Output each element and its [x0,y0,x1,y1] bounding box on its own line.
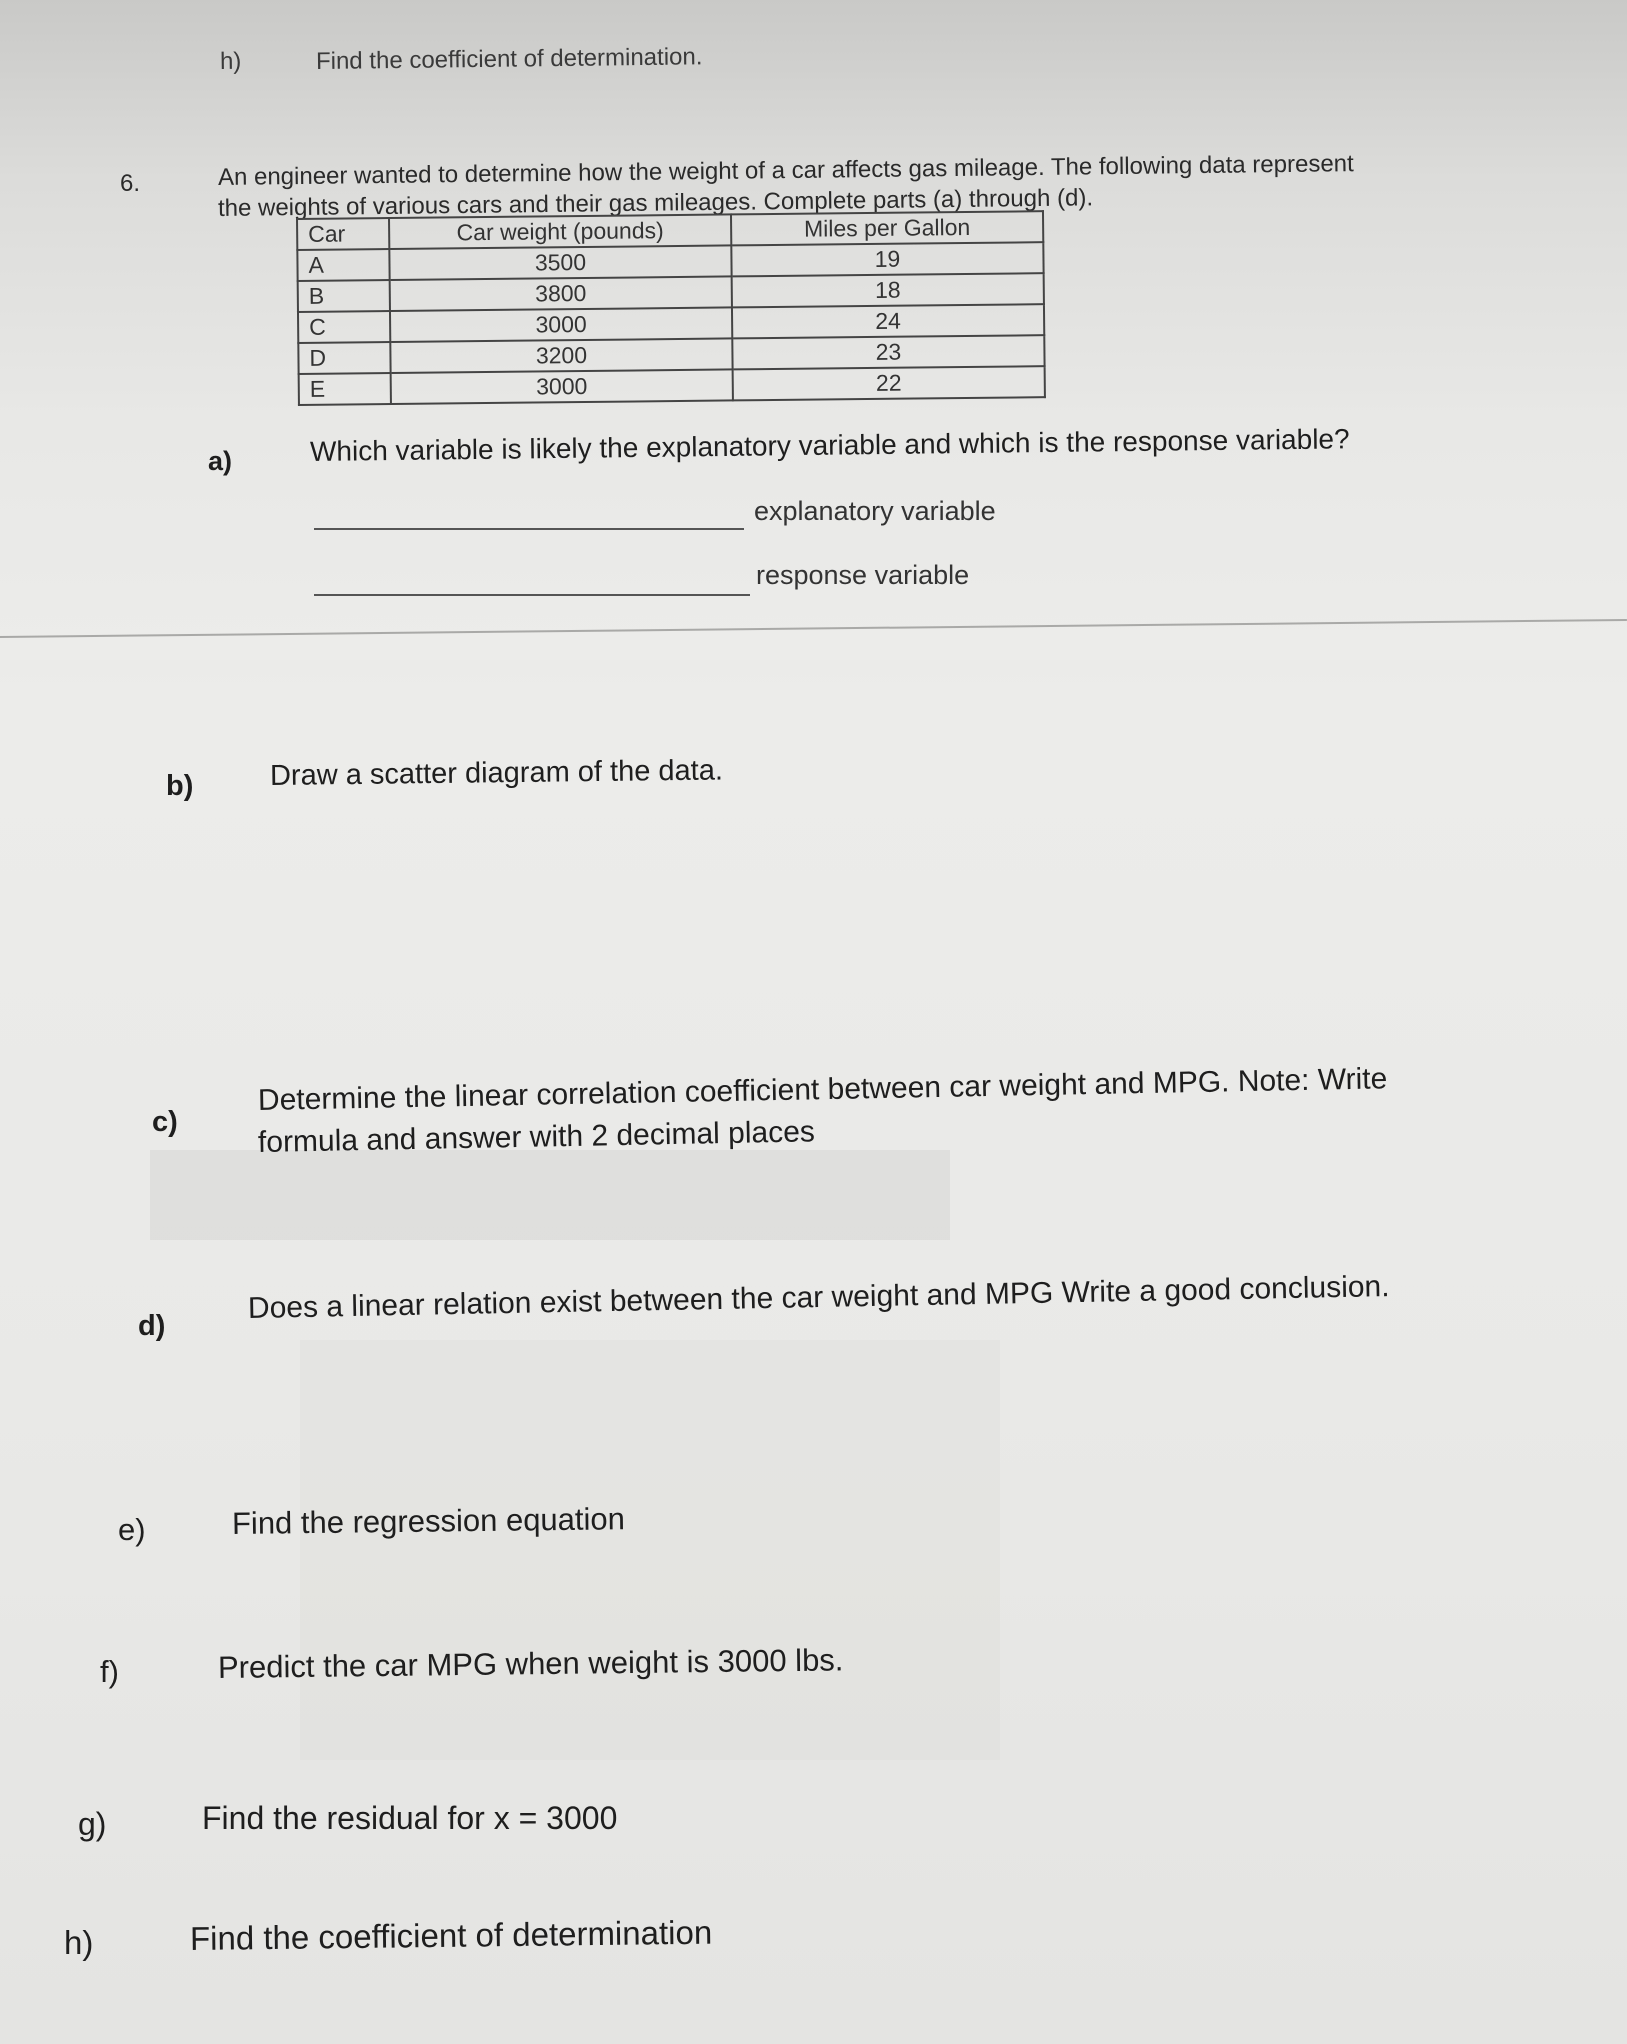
part-g-label: g) [78,1806,107,1842]
problem-text-line1: An engineer wanted to determine how the weight of a car affects gas mileage. The following data represent [217,150,1354,191]
table-cell: B [298,280,390,312]
part-e-label: e) [118,1512,146,1547]
part-f-label: f) [100,1654,119,1689]
table-cell: 18 [732,273,1044,307]
column-header-mpg: Miles per Gallon [731,211,1043,245]
part-h-text: Find the coefficient of determination [189,1913,713,1957]
table-cell: 3500 [389,245,731,280]
column-header-weight: Car weight (pounds) [389,214,731,249]
table-row [299,366,1045,405]
bleed-through-region [150,1150,950,1240]
part-a-text: Which variable is likely the explanatory variable and which is the response variable? [309,423,1350,467]
part-g-text: Find the residual for x = 3000 [202,1800,618,1836]
part-c-text-line2: formula and answer with 2 decimal places [257,1115,816,1159]
response-variable-label: response variable [756,560,970,590]
problem-text-line2: the weights of various cars and their gas mileages. Complete parts (a) through (d). [217,184,1094,222]
table-cell: 3800 [390,276,732,311]
table-cell: A [297,249,389,281]
part-c-label: c) [152,1106,178,1138]
table-cell: C [298,311,390,343]
part-b-text: Draw a scatter diagram of the data. [269,754,724,792]
table-cell: 22 [733,366,1045,400]
table-cell: 3000 [390,307,732,342]
part-f-text: Predict the car MPG when weight is 3000 lbs. [217,1642,844,1685]
explanatory-variable-label: explanatory variable [754,496,996,526]
problem-number: 6. [120,170,141,197]
prev-question-label: h) [219,47,242,75]
table-cell: D [298,342,390,374]
table-cell: 3200 [390,338,732,373]
part-b-label: b) [166,770,194,802]
part-h-label: h) [64,1924,94,1961]
table-cell: 19 [731,242,1043,276]
prev-question-text: Find the coefficient of determination. [315,43,703,75]
column-header-car: Car [297,218,389,250]
table-cell: E [299,373,391,405]
part-e-text: Find the regression equation [231,1501,626,1541]
table-cell: 24 [732,304,1044,338]
part-a-label: a) [208,446,233,476]
table-cell: 23 [732,335,1044,369]
part-d-label: d) [138,1310,166,1342]
part-c-text-line1: Determine the linear correlation coefficient between car weight and MPG. Note: Write [257,1062,1388,1117]
part-d-text: Does a linear relation exist between the car weight and MPG Write a good conclusion. [247,1270,1390,1325]
bleed-through-region [300,1340,1000,1760]
explanatory-answer-blank[interactable] [314,528,744,530]
car-data-table [296,210,1046,406]
table-cell: 3000 [391,369,733,404]
response-answer-blank[interactable] [314,594,750,596]
